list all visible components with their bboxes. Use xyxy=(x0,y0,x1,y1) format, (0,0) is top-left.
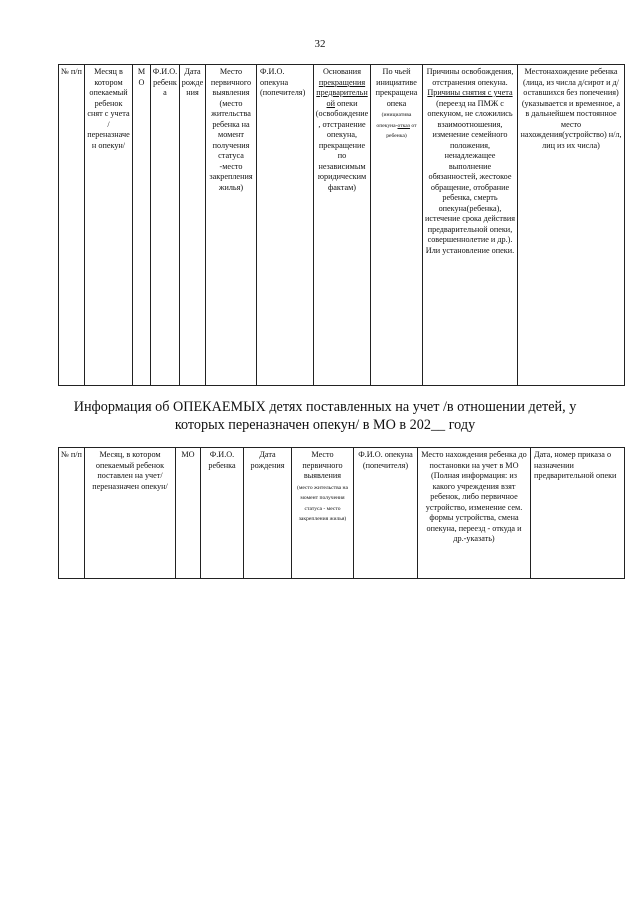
section-heading: Информация об ОПЕКАЕМЫХ детях поставленных на учет /в отношении детей, у которых переназначен опекун/ в МО в 202__ году xyxy=(73,399,577,434)
table-row xyxy=(59,65,625,386)
col-number: № п/п xyxy=(59,448,85,579)
reasons-underlined: Причины снятия с учета xyxy=(427,88,513,97)
col-guardian-name: Ф.И.О. опекуна (попечителя) xyxy=(354,448,418,579)
registered-wards-table xyxy=(58,447,625,579)
grounds-text-end: опеки (освобождение, отстранение опекуна, прекращение по независимым юридическим фактам) xyxy=(315,98,369,192)
reasons-text: Причины освобождения, отстранения опекуна. xyxy=(426,67,514,87)
col-order: Дата, номер приказа о назначении предварительной опеки xyxy=(531,448,625,579)
col-month: Месяц, в котором опекаемый ребенок поставлен на учет/переназначен опекун/ xyxy=(85,448,176,579)
grounds-underlined: прекращения предварительной xyxy=(316,77,368,108)
initiative-text: По чьей инициативе прекращена опека xyxy=(375,67,418,108)
col-guardian-name: Ф.И.О. опекуна (попечителя) xyxy=(257,65,314,386)
grounds-text: Основания xyxy=(323,67,361,76)
col-child-name: Ф.И.О. ребенка xyxy=(151,65,180,386)
col-initiative xyxy=(371,65,423,386)
col-place-of-detection xyxy=(292,448,354,579)
place-text: Место первичного выявления xyxy=(302,450,343,480)
place-note: (место жительства на момент получения статуса - место закрепления жилья) xyxy=(296,484,349,522)
col-number: № п/п xyxy=(59,65,85,386)
col-birth-date: Дата рождения xyxy=(180,65,206,386)
col-reasons xyxy=(423,65,518,386)
col-child-location: Местонахождение ребенка (лица, из числа д/сирот и д/оставшихся без попечения) (указывается и временное, а в дальнейшем постоянное место нахождения(устройство) н/л, лиц из их числа) xyxy=(518,65,625,386)
table-row xyxy=(59,448,625,579)
reasons-text-end: (переезд на ПМЖ с опекуном, не сложились взаимоотношения, изменение семейного положения, ненадлежащее выполнение обязанностей, жестокое обращение, отобрание ребенка, смерть опекуна(ребенка), истечение срока действия предварительной опеки, совершеннолетие и др.). Или установление опеки. xyxy=(425,98,515,255)
initiative-note: (инициатива опекуна-отказ от ребенка) xyxy=(376,112,417,139)
col-month: Месяц в котором опекаемый ребенок снят с учета /переназначен опекун/ xyxy=(85,65,133,386)
removed-from-register-table xyxy=(58,64,625,386)
col-place-of-detection: Место первичного выявления (место жительства ребенка на момент получения статуса -место закрепления жилья) xyxy=(206,65,257,386)
page-number: 32 xyxy=(314,38,326,50)
col-previous-location: Место нахождения ребенка до постановки на учет в МО (Полная информация: из какого учреждения взят ребенок, либо первичное устройство, изменение сем. формы устройства, смена опекуна, переезд - откуда и др.-указать) xyxy=(418,448,531,579)
col-grounds xyxy=(314,65,371,386)
col-mo: МО xyxy=(176,448,201,579)
col-birth-date: Дата рождения xyxy=(244,448,292,579)
col-child-name: Ф.И.О. ребенка xyxy=(201,448,244,579)
col-mo: М О xyxy=(133,65,151,386)
